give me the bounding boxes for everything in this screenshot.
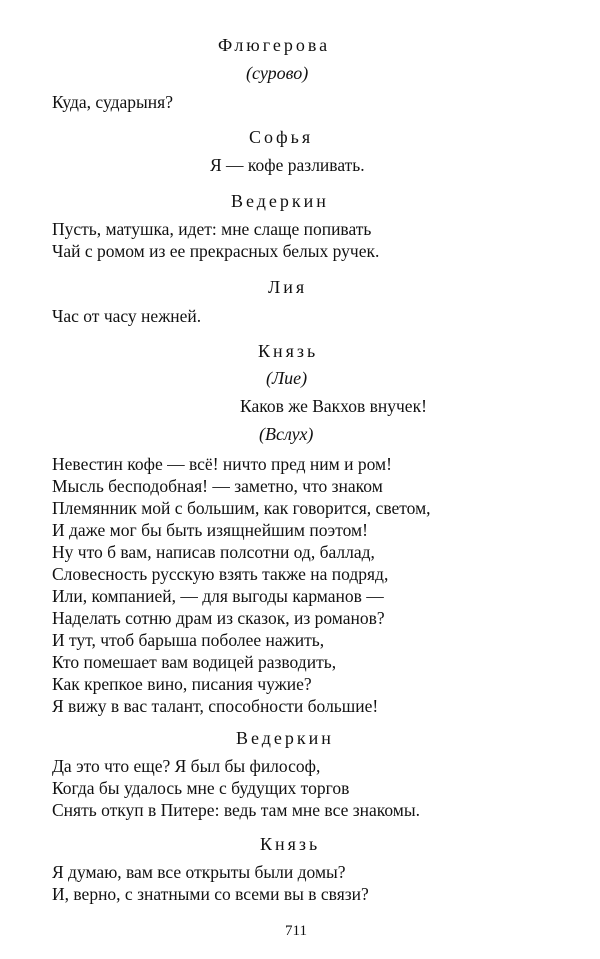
stage-direction: (Лие)	[266, 368, 308, 388]
verse-line: Словесность русскую взять также на подряд,	[52, 564, 389, 584]
verse-line: Куда, сударыня?	[52, 92, 173, 112]
verse-line: Кто помешает вам водицей разводить,	[52, 652, 337, 672]
verse-line: Ну что б вам, написав полсотни од, баллад,	[52, 542, 375, 562]
speaker-name: Лия	[268, 277, 308, 297]
verse-line: Племянник мой с большим, как говорится, светом,	[52, 498, 431, 518]
speaker-name: Ведеркин	[236, 728, 334, 748]
page-number: 711	[285, 923, 307, 939]
verse-line: Мысль бесподобная! — заметно, что знаком	[52, 476, 383, 496]
speaker-name: Князь	[258, 341, 319, 361]
verse-line: Да это что еще? Я был бы философ,	[52, 756, 321, 776]
verse-line: И, верно, с знатными со всеми вы в связи?	[52, 884, 369, 904]
verse-line: Пусть, матушка, идет: мне слаще попивать	[52, 219, 372, 239]
verse-line: Я думаю, вам все открыты были домы?	[52, 862, 346, 882]
verse-line: Или, компанией, — для выгоды карманов —	[52, 586, 384, 606]
verse-line: И даже мог бы быть изящнейшим поэтом!	[52, 520, 368, 540]
verse-line: Как крепкое вино, писания чужие?	[52, 674, 312, 694]
speaker-name: Флюгерова	[218, 35, 331, 55]
speaker-name: Софья	[249, 127, 314, 147]
verse-line: Наделать сотню драм из сказок, из романов?	[52, 608, 385, 628]
verse-line: Я — кофе разливать.	[210, 155, 365, 175]
stage-direction: (Вслух)	[259, 424, 314, 444]
verse-line: Каков же Вакхов внучек!	[240, 396, 427, 416]
speaker-name: Ведеркин	[231, 191, 329, 211]
verse-line: Чай с ромом из ее прекрасных белых ручек.	[52, 241, 380, 261]
stage-direction: (сурово)	[246, 63, 309, 83]
verse-line: Снять откуп в Питере: ведь там мне все знакомы.	[52, 800, 420, 820]
verse-line: Невестин кофе — всё! ничто пред ним и ром!	[52, 454, 392, 474]
verse-line: Я вижу в вас талант, способности большие!	[52, 696, 379, 716]
verse-line: И тут, чтоб барыша поболее нажить,	[52, 630, 325, 650]
verse-line: Когда бы удалось мне с будущих торгов	[52, 778, 350, 798]
speaker-name: Князь	[260, 834, 321, 854]
verse-line: Час от часу нежней.	[52, 306, 202, 326]
